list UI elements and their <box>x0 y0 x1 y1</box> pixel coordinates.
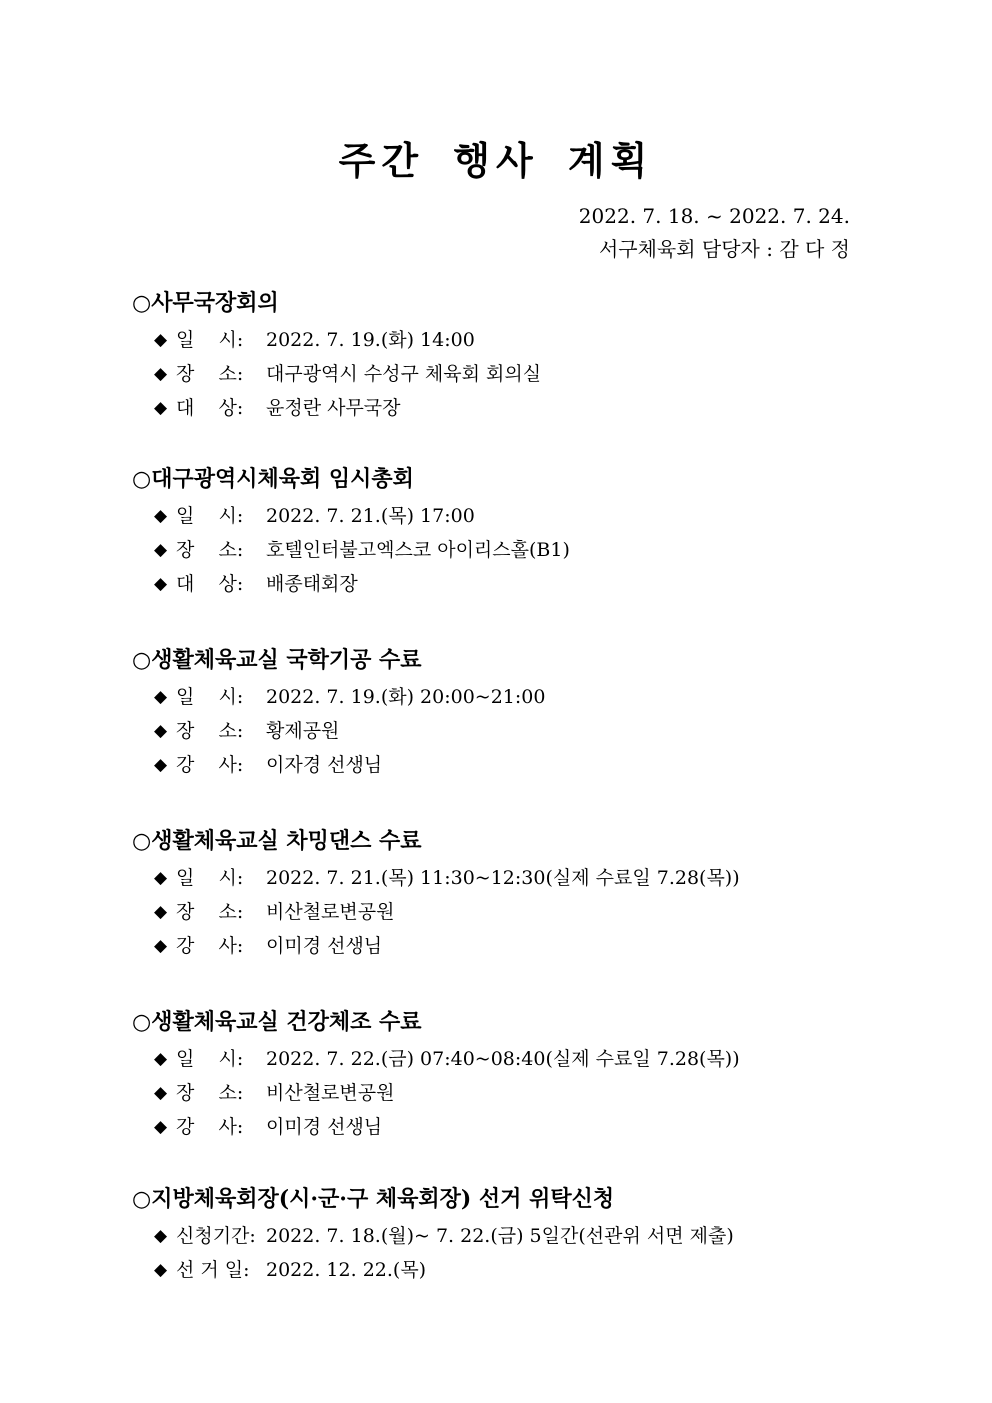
diamond-bullet-icon: ◆ <box>154 687 168 707</box>
item-value: 이자경 선생님 <box>266 754 383 776</box>
item-value: 윤정란 사무국장 <box>266 397 401 419</box>
list-item <box>132 567 852 601</box>
section-charming-dance-class <box>132 821 852 963</box>
item-label: 장 소: <box>176 1082 244 1104</box>
list-item <box>132 1219 852 1253</box>
section-election-delegation <box>132 1179 852 1287</box>
item-label: 일 시: <box>176 686 244 708</box>
diamond-bullet-icon: ◆ <box>154 721 168 741</box>
item-label: 강 사: <box>176 935 244 957</box>
diamond-bullet-icon: ◆ <box>154 902 168 922</box>
section-title: ○생활체육교실 건강체조 수료 <box>132 1009 422 1035</box>
diamond-bullet-icon: ◆ <box>154 755 168 775</box>
diamond-bullet-icon: ◆ <box>154 1083 168 1103</box>
list-item <box>132 391 852 425</box>
item-value: 2022. 7. 18.(월)~ 7. 22.(금) 5일간(선관위 서면 제출) <box>266 1225 734 1247</box>
document-meta <box>579 200 850 266</box>
item-value: 이미경 선생님 <box>266 935 383 957</box>
diamond-bullet-icon: ◆ <box>154 1049 168 1069</box>
item-value: 2022. 7. 19.(화) 14:00 <box>266 329 475 351</box>
item-value: 2022. 7. 21.(목) 11:30~12:30(실제 수료일 7.28(목)) <box>266 867 740 889</box>
section-health-exercise-class <box>132 1002 852 1144</box>
list-item <box>132 680 852 714</box>
item-label: 신청기간: <box>176 1225 256 1247</box>
period-text: 2022. 7. 18. ~ 2022. 7. 24. <box>578 204 850 228</box>
diamond-bullet-icon: ◆ <box>154 540 168 560</box>
list-item <box>132 714 852 748</box>
section-secretary-meeting <box>132 283 852 425</box>
section-title: ○사무국장회의 <box>132 290 279 316</box>
list-item <box>132 748 852 782</box>
diamond-bullet-icon: ◆ <box>154 364 168 384</box>
item-value: 배종태회장 <box>266 573 358 595</box>
list-item <box>132 357 852 391</box>
item-label: 대 상: <box>176 397 244 419</box>
manager-text: 서구체육회 담당자 : 감 다 정 <box>598 237 850 261</box>
list-item <box>132 861 852 895</box>
list-item <box>132 1042 852 1076</box>
list-item <box>132 533 852 567</box>
diamond-bullet-icon: ◆ <box>154 574 168 594</box>
item-value: 2022. 7. 22.(금) 07:40~08:40(실제 수료일 7.28(목)) <box>266 1048 740 1070</box>
list-item <box>132 499 852 533</box>
item-label: 선 거 일: <box>176 1259 250 1281</box>
item-value: 2022. 12. 22.(목) <box>266 1259 427 1281</box>
item-label: 장 소: <box>176 363 244 385</box>
item-label: 일 시: <box>176 867 244 889</box>
item-label: 강 사: <box>176 754 244 776</box>
item-label: 장 소: <box>176 901 244 923</box>
item-value: 비산철로변공원 <box>266 1082 395 1104</box>
list-item <box>132 1110 852 1144</box>
item-value: 호텔인터불고엑스코 아이리스홀(B1) <box>266 539 570 561</box>
item-value: 이미경 선생님 <box>266 1116 383 1138</box>
item-label: 일 시: <box>176 329 244 351</box>
diamond-bullet-icon: ◆ <box>154 330 168 350</box>
item-value: 비산철로변공원 <box>266 901 395 923</box>
list-item <box>132 1253 852 1287</box>
section-title: ○생활체육교실 차밍댄스 수료 <box>132 828 422 854</box>
item-value: 2022. 7. 21.(목) 17:00 <box>266 505 475 527</box>
item-label: 장 소: <box>176 539 244 561</box>
item-value: 대구광역시 수성구 체육회 회의실 <box>266 363 542 385</box>
item-label: 일 시: <box>176 1048 244 1070</box>
list-item <box>132 1076 852 1110</box>
diamond-bullet-icon: ◆ <box>154 1117 168 1137</box>
diamond-bullet-icon: ◆ <box>154 398 168 418</box>
list-item <box>132 323 852 357</box>
diamond-bullet-icon: ◆ <box>154 936 168 956</box>
diamond-bullet-icon: ◆ <box>154 868 168 888</box>
section-title: ○생활체육교실 국학기공 수료 <box>132 647 422 673</box>
diamond-bullet-icon: ◆ <box>154 1260 168 1280</box>
section-title: ○지방체육회장(시·군·구 체육회장) 선거 위탁신청 <box>132 1186 615 1212</box>
item-label: 대 상: <box>176 573 244 595</box>
diamond-bullet-icon: ◆ <box>154 506 168 526</box>
item-label: 장 소: <box>176 720 244 742</box>
item-label: 강 사: <box>176 1116 244 1138</box>
section-qigong-class <box>132 640 852 782</box>
item-label: 일 시: <box>176 505 244 527</box>
section-general-assembly <box>132 459 852 601</box>
item-value: 황제공원 <box>266 720 340 742</box>
page-title: 주간 행사 계획 <box>338 139 654 183</box>
section-title: ○대구광역시체육회 임시총회 <box>132 466 414 492</box>
list-item <box>132 895 852 929</box>
diamond-bullet-icon: ◆ <box>154 1226 168 1246</box>
item-value: 2022. 7. 19.(화) 20:00~21:00 <box>266 686 546 708</box>
list-item <box>132 929 852 963</box>
